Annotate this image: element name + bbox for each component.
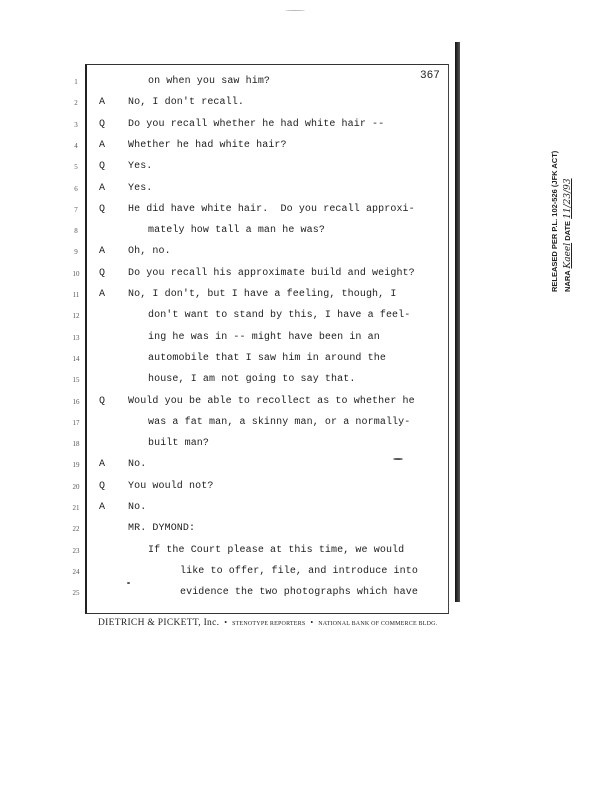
line-number: 2 (74, 99, 78, 107)
speaker-label: A (98, 246, 105, 257)
stamp-signature: Kaeel (563, 242, 573, 269)
transcript-line: evidence the two photographs which have (180, 587, 418, 598)
speaker-label: Q (98, 161, 105, 172)
line-number: 23 (72, 547, 80, 555)
transcript-line: ing he was in -- might have been in an (148, 332, 380, 343)
line-number: 19 (72, 461, 80, 469)
separator: • (224, 618, 228, 627)
line-number: 10 (72, 270, 80, 278)
line-number: 12 (72, 312, 80, 320)
transcript-line: No. (128, 459, 147, 470)
speaker-label: Q (98, 268, 105, 279)
line-number: 20 (72, 483, 80, 491)
line-number: 18 (72, 440, 80, 448)
line-number: 24 (72, 568, 80, 576)
scan-speck (127, 582, 130, 584)
transcript-line: don't want to stand by this, I have a feel- (148, 310, 411, 321)
release-stamp (548, 151, 575, 292)
line-number: 22 (72, 525, 80, 533)
speaker-label: A (98, 183, 105, 194)
release-stamp-line1: RELEASED PER P.L. 102-526 (JFK ACT) (550, 150, 559, 292)
transcript-line: Whether he had white hair? (128, 140, 287, 151)
speaker-label: A (98, 140, 105, 151)
transcript-line: like to offer, file, and introduce into (180, 566, 418, 577)
transcript-line: Would you be able to recollect as to whether he (128, 396, 415, 407)
reporter-footer (98, 618, 458, 628)
line-number: 7 (74, 206, 78, 214)
line-number: 15 (72, 376, 80, 384)
transcript-line: Yes. (128, 183, 153, 194)
transcript-line: Do you recall whether he had white hair -- (128, 119, 385, 130)
line-number: 6 (74, 185, 78, 193)
transcript-line: house, I am not going to say that. (148, 374, 356, 385)
stamp-nara-label: NARA (563, 270, 572, 292)
line-number: 8 (74, 227, 78, 235)
line-number: 3 (74, 121, 78, 129)
line-number: 21 (72, 504, 80, 512)
transcript-line: You would not? (128, 481, 214, 492)
transcript-line: built man? (148, 438, 210, 449)
transcript-line: No, I don't, but I have a feeling, though, I (128, 289, 397, 300)
transcript-line: MR. DYMOND: (128, 523, 196, 534)
line-number: 25 (72, 589, 80, 597)
speaker-label: A (98, 97, 105, 108)
transcript-line: No. (128, 502, 147, 513)
transcript-line: on when you saw him? (148, 76, 271, 87)
stamp-date-label: DATE (563, 220, 572, 241)
speaker-label: Q (98, 396, 105, 407)
release-stamp-line2 (561, 151, 575, 292)
speaker-label: Q (98, 119, 105, 130)
transcript-line: was a fat man, a skinny man, or a normally- (148, 417, 411, 428)
line-number: 1 (74, 78, 78, 86)
transcript-line: automobile that I saw him in around the (148, 353, 386, 364)
separator: • (310, 618, 314, 627)
transcript-line: Do you recall his approximate build and weight? (128, 268, 415, 279)
binding-edge (455, 42, 460, 602)
transcript-line: He did have white hair. Do you recall approxi- (128, 204, 415, 215)
line-number: 5 (74, 163, 78, 171)
speaker-label: A (98, 459, 105, 470)
speaker-label: Q (98, 204, 105, 215)
line-number: 14 (72, 355, 80, 363)
line-number: 16 (72, 398, 80, 406)
line-number: 13 (72, 334, 80, 342)
line-number: 4 (74, 142, 78, 150)
scan-speck (393, 458, 403, 460)
scan-speck (285, 10, 305, 11)
transcript-line: Oh, no. (128, 246, 171, 257)
firm-address: NATIONAL BANK OF COMMERCE BLDG. (318, 621, 438, 627)
speaker-label: A (98, 289, 105, 300)
transcript-line: If the Court please at this time, we would (148, 545, 405, 556)
firm-name: DIETRICH & PICKETT, Inc. (98, 618, 220, 628)
line-number: 17 (72, 419, 80, 427)
stamp-date: 11/23/93 (563, 178, 573, 219)
transcript-line: No, I don't recall. (128, 97, 244, 108)
line-number: 9 (74, 248, 78, 256)
page-number: 367 (420, 70, 440, 82)
transcript-line: mately how tall a man he was? (148, 225, 325, 236)
speaker-label: Q (98, 481, 105, 492)
firm-service: STENOTYPE REPORTERS (232, 621, 306, 627)
transcript-line: Yes. (128, 161, 153, 172)
line-number: 11 (72, 291, 80, 299)
speaker-label: A (98, 502, 105, 513)
